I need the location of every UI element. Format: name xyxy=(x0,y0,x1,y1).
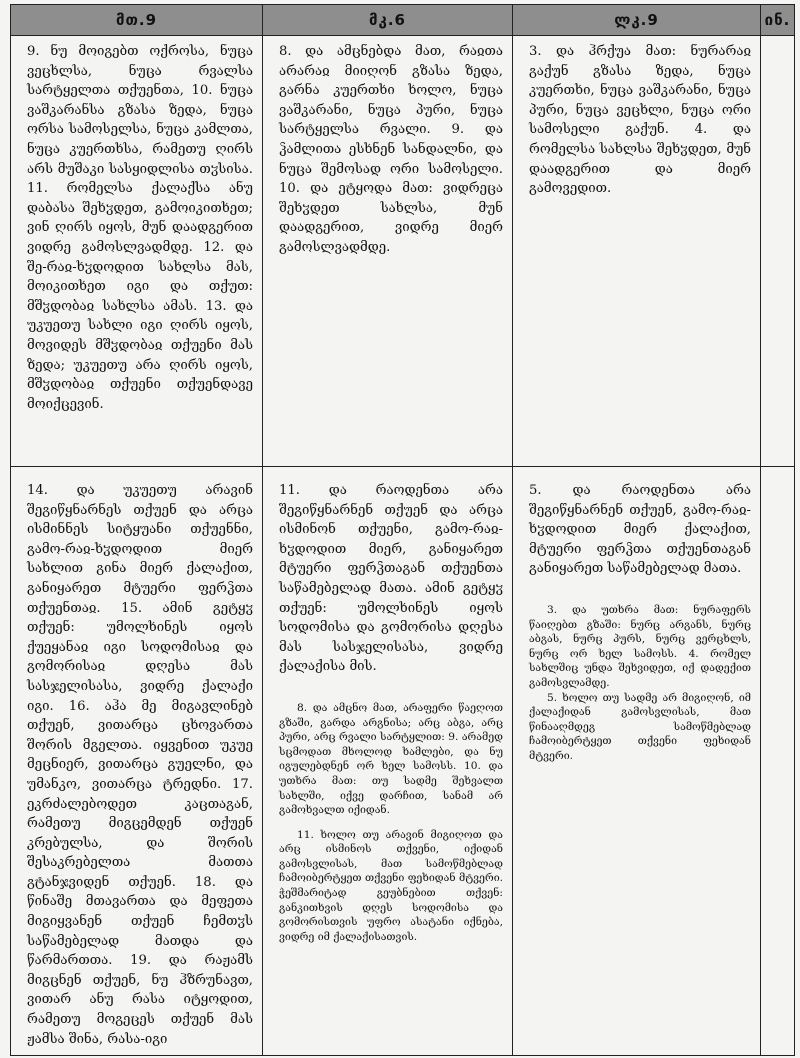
mark-modern-translation xyxy=(263,701,512,945)
table-row xyxy=(11,36,795,467)
modern-paragraph: 3. და უთხრა მათ: ნურაფერს წაიღებთ გზაში: ნურც არგანს, ნურც აბგას, ნურც პურს, ნურც ვერცხლს, ნურც ორ ხელ სამოსს. 4. რომელ სახლშიც უნდა შეხვიდეთ, იქ დადექით გამოსვლამდე. xyxy=(529,603,751,689)
cell-matthew xyxy=(11,36,263,467)
header-mark: მკ.6 xyxy=(263,5,513,36)
cell-luke xyxy=(513,36,761,467)
header-row xyxy=(11,5,795,36)
header-john: ინ. xyxy=(761,5,795,36)
cell-luke xyxy=(513,467,761,1056)
luke-modern-translation xyxy=(513,603,760,764)
mark-text: 8. და ამცნებდა მათ, რაჲთა არარაჲ მიიღონ გზასა ზედა, გარნა კუერთხი ხოლო, ნუცა ვაშკარანი, ნუცა პური, ნუცა სარტყელსა რვალი. 9. და ჴამლითა ესხნენ სანდალნი, და ნუცა შემოსად ორი სამოსელი. 10. და ეტყოდა მათ: ვიდრეცა შეხჳდეთ სახლსა, მუნ დაადგერით, ვიდრე მიერ გამოსლვადმდე. xyxy=(279,44,503,255)
modern-paragraph: 5. ხოლო თუ სადმე არ მიგიღონ, იმ ქალაქიდან გამოსვლისას, მათ წინააღმდეგ სამოწმებლად ჩამოიბერტყეთ თქვენი ფეხიდან მტვერი. xyxy=(529,691,751,762)
matthew-text: 14. და უკუეთუ არავინ შეგიწყნარნეს თქუენ და არცა ისმინნეს სიტყუანი თქუენნი, გამო-რაჲ-ხჳდოდით მიერ სახლით გინა მიერ ქალაქით, განიყარეთ მტუერი ფერჴთა თქუენთაჲ. 15. ამინ გეტყჳ თქუენ: უმოლხინეს იყოს ქუეყანაჲ იგი სოდომისაჲ და გომორისაჲ დღესა მას სასჯელისასა, ვიდრე ქალაქი იგი. 16. აჰა მე მიგავლინებ თქუენ, ვითარცა ცხოვართა შორის მგელთა. იყვენით უკუე მეცნიერ, ვითარცა გუელნი, და უმანკო, ვითარცა ტრედნი. 17. ეკრძალებოდეთ კაცთაგან, რამეთუ მიგცემდენ თქუენ კრებულსა, და შორის შესაკრებელთა მათთა გტანჯვიდენ თქუენ. 18. და წინაშე მთავართა და მეფეთა მიგიყვანენ თქუენ ჩემთჳს საწამებელად მათდა და წარმართთა. 19. და რაჟამს მიგცნენ თქუენ, ნუ ჰზრუნავთ, ვითარ ანუ რასა იტყოდით, რამეთუ მოგეცეს თქუენ მას ჟამსა შინა, რასა-იგი xyxy=(27,483,253,1047)
matthew-text: 9. ნუ მოიგებთ ოქროსა, ნუცა ვეცხლსა, ნუცა რვალსა სარტყელთა თქუენთა, 10. ნუცა ვაშკარანსა გზასა ზედა, ნუცა ორსა სამოსელსა, ნუცა კამლთა, ნუცა კუერთხსა, რამეთუ ღირს არს მუშაკი სასყიდლისა თჳსისა. 11. რომელსა ქალაქსა ანუ დაბასა შეხჳდეთ, გამოიკითხეთ; ვინ ღირს იყოს, მუნ დაადგერით ვიდრე გამოსლვადმდე. 12. და შე-რაჲ-ხჳდოდით სახლსა მას, მოიკითხეთ იგი და თქუთ: მშჳდობაჲ სახლსა ამას. 13. და უკუეთუ სახლი იგი ღირს იყოს, მოვიდეს მშჳდობაჲ თქუენი მას ზედა; უკუეთუ არა ღირს იყოს, მშჳდობაჲ თქუენი თქუენდავე მოიქცევინ. xyxy=(27,44,253,412)
table-row xyxy=(11,467,795,1056)
mark-text: 11. და რაოდენთა არა შეგიწყნარნენ თქუენ და არცა ისმინონ თქუენი, გამო-რაჲ-ხჳდოდით მიერ, განიყარეთ მტუერი ფერჴთაგან თქუენთა საწამებელად მათა. ამინ გეტყჳ თქუენ: უმოლხინეს იყოს სოდომისა და გომორისა დღესა მას სასჯელისასა, ვიდრე ქალაქისა მის. xyxy=(279,483,503,675)
modern-paragraph: 11. ხოლო თუ არავინ მიგიღოთ და არც ისმინოს თქვენი, იქიდან გამოსვლისას, მათ სამოწმებლად ჩამოიბერტყეთ თქვენი ფეხიდან მტვერი. ჭეშმარიტად გეუბნებით თქვენ: განკითხვის დღეს სოდომისა და გომორისთვის უფრო ასატანი იქნება, ვიდრე იმ ქალაქისათვის. xyxy=(279,828,503,943)
cell-matthew xyxy=(11,467,263,1056)
luke-text: 5. და რაოდენთა არა შეგიწყნარნენ თქუენ, გამო-რაჲ-ხჳდოდით მიერ ქალაქით, მტუერი ფერჴთა თქუენთაგან განიყარეთ საწამებელად მათა. xyxy=(529,483,751,577)
cell-john xyxy=(761,467,795,1056)
header-matthew: მთ.9 xyxy=(11,5,263,36)
luke-text: 3. და ჰრქუა მათ: ნურარაჲ გაქუნ გზასა ზედა, ნუცა კუერთხი, ნუცა ვაშკარანი, ნუცა პური, ნუცა ვეცხლი, ნუცა ორი სამოსელი გაქუნ. 4. და რომელსა სახლსა შეხჳდეთ, მუნ დაადგერით და მიერ გამოვედით. xyxy=(529,44,751,197)
cell-mark xyxy=(263,467,513,1056)
cell-john xyxy=(761,36,795,467)
modern-paragraph: 8. და ამცნო მათ, არაფერი წაეღოთ გზაში, გარდა არგნისა; არც აბგა, არც პური, არც რვალი სარტყლით: 9. არამედ სცმოდათ მხოლოდ ხამლები, და ნუ იგულებდნენ ორ ხელ სამოსს. 10. და უთხრა მათ: თუ სადმე შეხვალთ სახლში, იქვე დარჩით, სანამ არ გამოხვალთ იქიდან. xyxy=(279,701,503,817)
header-luke: ლკ.9 xyxy=(513,5,761,36)
synopsis-table xyxy=(10,4,795,1056)
cell-mark xyxy=(263,36,513,467)
